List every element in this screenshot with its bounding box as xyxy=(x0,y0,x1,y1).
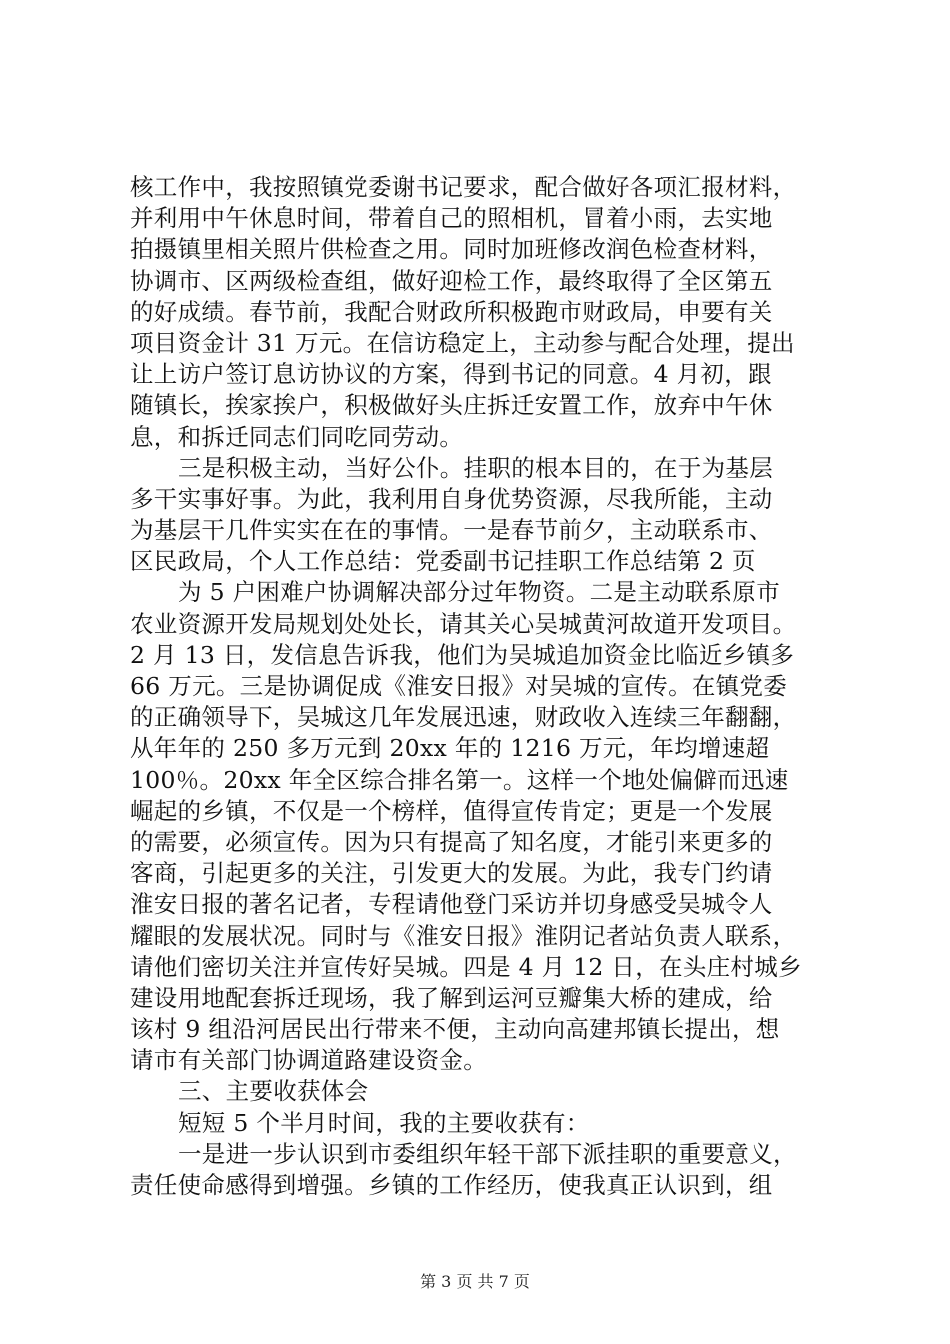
text-line: 随镇长，挨家挨户，积极做好头庄拆迁安置工作，放弃中午休 xyxy=(130,391,773,420)
page-number-footer: 第 3 页 共 7 页 xyxy=(420,1272,530,1291)
text-line: 项目资金计 31 万元。在信访稳定上，主动参与配合处理，提出 xyxy=(130,328,795,357)
document-body xyxy=(130,172,830,1201)
text-line: 责任使命感得到增强。乡镇的工作经历，使我真正认识到，组 xyxy=(130,1171,773,1199)
text-line: 100％。20xx 年全区综合排名第一。这样一个地处偏僻而迅速 xyxy=(130,765,789,794)
text-line: 66 万元。三是协调促成《淮安日报》对吴城的宣传。在镇党委 xyxy=(130,672,788,700)
text-line: 多干实事好事。为此，我利用自身优势资源，尽我所能，主动 xyxy=(130,484,773,513)
text-line: 请市有关部门协调道路建设资金。 xyxy=(130,1046,487,1075)
text-line: 农业资源开发局规划处处长，请其关心吴城黄河故道开发项目。 xyxy=(130,609,797,638)
text-line: 三、主要收获体会 xyxy=(178,1077,369,1106)
text-line: 协调市、区两级检查组，做好迎检工作，最终取得了全区第五 xyxy=(130,266,773,295)
text-line: 的正确领导下，吴城这几年发展迅速，财政收入连续三年翻翻， xyxy=(130,703,797,732)
text-line: 淮安日报的著名记者，专程请他登门采访并切身感受吴城令人 xyxy=(130,890,773,919)
text-line: 三是积极主动，当好公仆。挂职的根本目的，在于为基层 xyxy=(178,453,773,482)
text-line: 客商，引起更多的关注，引发更大的发展。为此，我专门约请 xyxy=(130,859,773,888)
text-line: 的好成绩。春节前，我配合财政所积极跑市财政局，申要有关 xyxy=(130,297,773,326)
text-line: 为基层干几件实实在在的事情。一是春节前夕，主动联系市、 xyxy=(130,516,773,545)
text-line: 区民政局，个人工作总结：党委副书记挂职工作总结第 2 页 xyxy=(130,547,756,576)
text-line: 崛起的乡镇，不仅是一个榜样，值得宣传肯定；更是一个发展 xyxy=(130,796,773,825)
text-line: 一是进一步认识到市委组织年轻干部下派挂职的重要意义， xyxy=(178,1139,797,1168)
text-line: 从年年的 250 多万元到 20xx 年的 1216 万元，年均增速超 xyxy=(130,734,770,763)
text-line: 让上访户签订息访协议的方案，得到书记的同意。4 月初，跟 xyxy=(130,360,772,389)
text-line: 核工作中，我按照镇党委谢书记要求，配合做好各项汇报材料， xyxy=(130,173,797,201)
text-line: 为 5 户困难户协调解决部分过年物资。二是主动联系原市 xyxy=(178,578,780,607)
text-line: 该村 9 组沿河居民出行带来不便，主动向高建邦镇长提出，想 xyxy=(130,1015,780,1044)
text-line: 请他们密切关注并宣传好吴城。四是 4 月 12 日，在头庄村城乡 xyxy=(130,952,802,981)
text-line: 2 月 13 日，发信息告诉我，他们为吴城追加资金比临近乡镇多 xyxy=(130,640,795,669)
text-line: 的需要，必须宣传。因为只有提高了知名度，才能引来更多的 xyxy=(130,827,773,856)
text-line: 拍摄镇里相关照片供检查之用。同时加班修改润色检查材料， xyxy=(130,235,773,264)
text-line: 建设用地配套拆迁现场，我了解到运河豆瓣集大桥的建成，给 xyxy=(130,983,773,1012)
text-line: 短短 5 个半月时间，我的主要收获有： xyxy=(178,1108,590,1137)
text-line: 并利用中午休息时间，带着自己的照相机，冒着小雨，去实地 xyxy=(130,204,773,233)
text-line: 息，和拆迁同志们同吃同劳动。 xyxy=(130,422,464,451)
text-line: 耀眼的发展状况。同时与《淮安日报》淮阴记者站负责人联系， xyxy=(130,921,797,950)
